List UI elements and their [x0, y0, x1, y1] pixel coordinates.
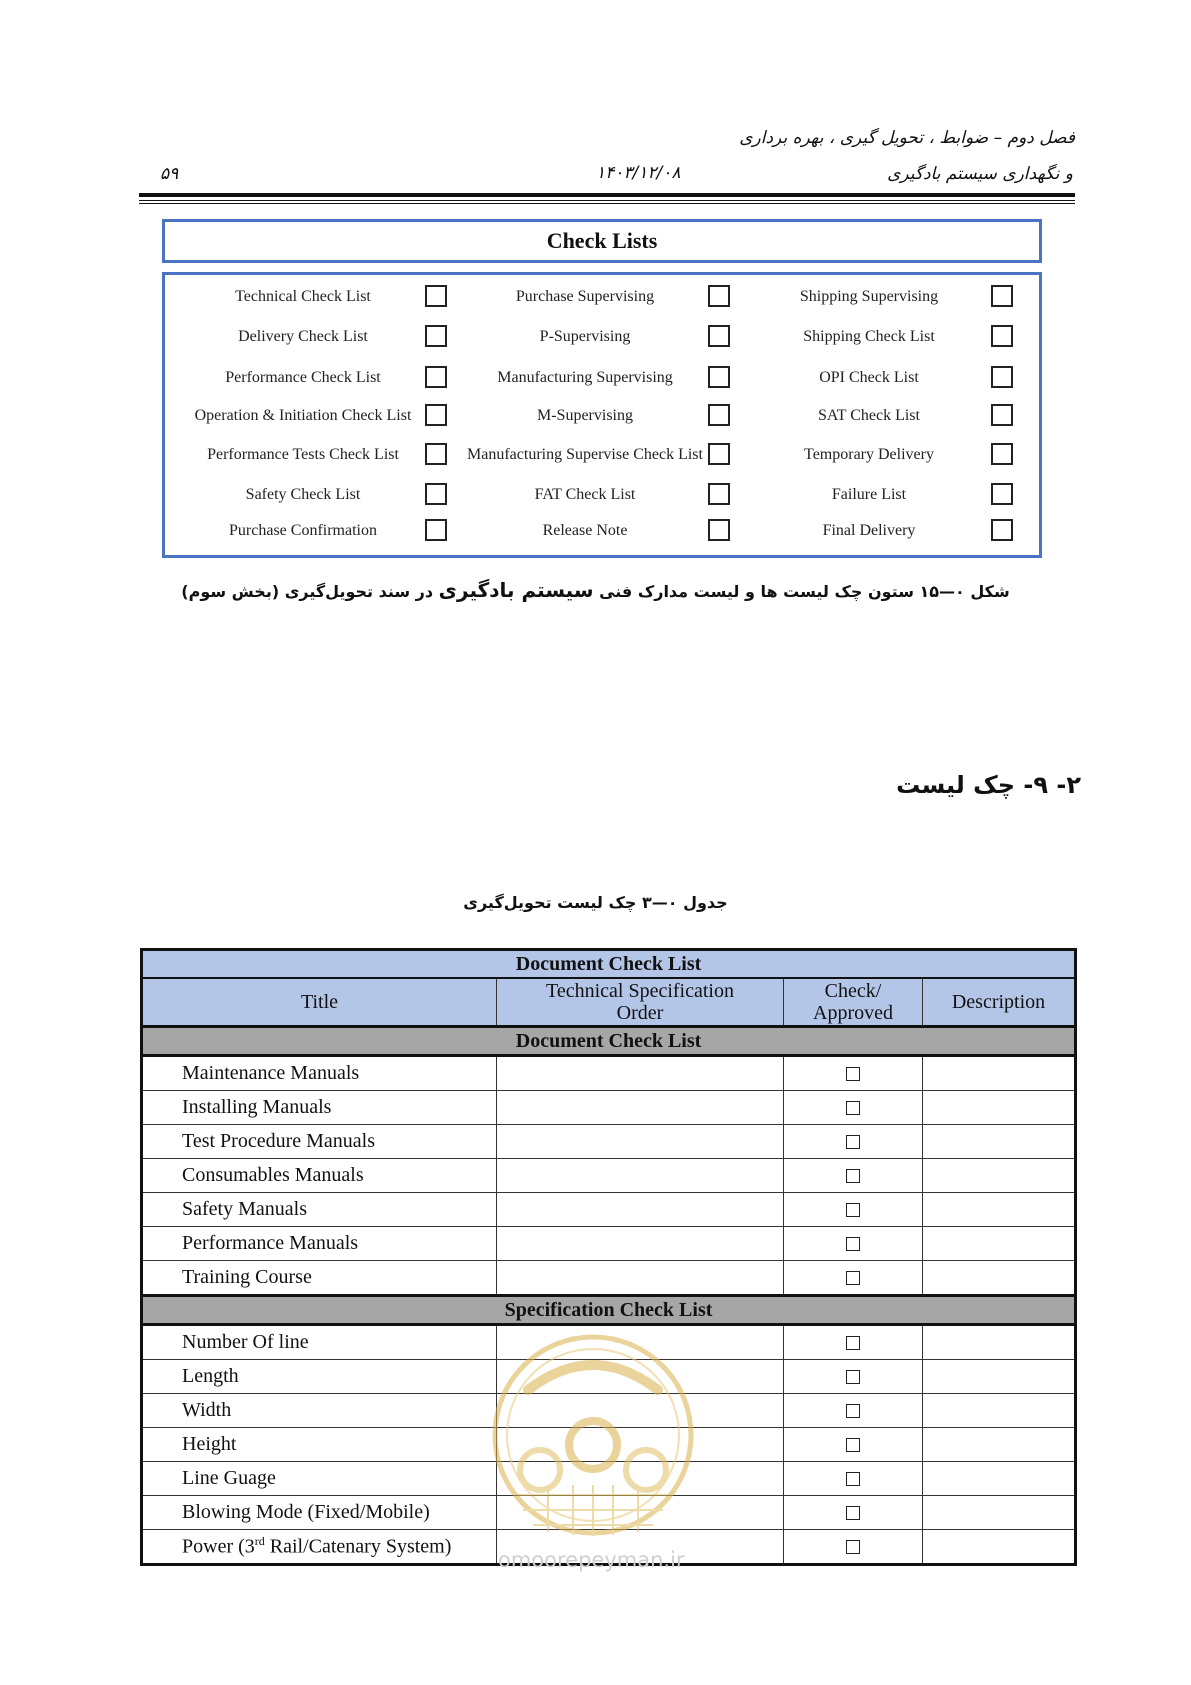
check-lists-title-box — [162, 219, 1042, 263]
row-check-cell — [784, 1056, 923, 1091]
watermark-logo — [488, 1320, 698, 1550]
check-list-checkbox[interactable] — [708, 325, 730, 347]
check-list-checkbox[interactable] — [708, 483, 730, 505]
row-checkbox[interactable] — [846, 1169, 860, 1183]
row-description-cell[interactable] — [923, 1360, 1076, 1394]
row-description-cell[interactable] — [923, 1325, 1076, 1360]
row-tech-spec-cell[interactable] — [497, 1261, 784, 1296]
check-list-label: Purchase Supervising — [515, 288, 655, 305]
row-checkbox[interactable] — [846, 1203, 860, 1217]
table-caption: جدول ۰—۳ چک لیست تحویل‌گیری — [463, 893, 728, 912]
row-checkbox[interactable] — [846, 1101, 860, 1115]
row-title: Safety Manuals — [142, 1193, 497, 1227]
row-checkbox[interactable] — [846, 1404, 860, 1418]
row-title: Test Procedure Manuals — [142, 1125, 497, 1159]
check-list-checkbox[interactable] — [708, 443, 730, 465]
check-list-checkbox[interactable] — [425, 483, 447, 505]
row-title: Maintenance Manuals — [142, 1056, 497, 1091]
row-check-cell — [784, 1496, 923, 1530]
power-label-superscript: rd — [254, 1534, 265, 1549]
row-checkbox[interactable] — [846, 1135, 860, 1149]
section-heading: ۲- ۹- چک لیست — [896, 771, 1081, 799]
check-list-label: Failure List — [831, 486, 907, 503]
check-list-label: M-Supervising — [537, 407, 633, 424]
row-title: Height — [142, 1428, 497, 1462]
row-check-cell — [784, 1091, 923, 1125]
table-row — [142, 1056, 1076, 1091]
header-rule-thin — [139, 200, 1075, 201]
row-title: Length — [142, 1360, 497, 1394]
row-check-cell — [784, 1125, 923, 1159]
check-list-checkbox[interactable] — [425, 443, 447, 465]
table-section-row — [142, 1027, 1076, 1056]
header-date: ۱۴۰۳/۱۲/۰۸ — [596, 163, 681, 183]
table-row — [142, 1159, 1076, 1193]
check-list-label: Manufacturing Supervising — [497, 369, 673, 386]
table-section-title: Specification Check List — [142, 1296, 1076, 1325]
row-description-cell[interactable] — [923, 1428, 1076, 1462]
check-list-label: Purchase Confirmation — [229, 522, 377, 539]
check-lists-grid — [162, 272, 1042, 558]
figure-caption-part: در سند تحویل‌گیری (بخش سوم) — [181, 582, 439, 601]
row-check-cell — [784, 1530, 923, 1565]
check-list-label: Shipping Check List — [803, 328, 935, 345]
column-header-title: Title — [142, 978, 497, 1027]
row-description-cell[interactable] — [923, 1394, 1076, 1428]
row-checkbox[interactable] — [846, 1237, 860, 1251]
check-list-label: Performance Tests Check List — [207, 446, 399, 463]
check-list-checkbox[interactable] — [708, 519, 730, 541]
check-list-label: FAT Check List — [534, 486, 636, 503]
column-header-tech-spec-line2: Order — [616, 1002, 664, 1024]
check-list-label: Manufacturing Supervise Check List — [467, 446, 703, 463]
watermark-url: omoorepeyman.ir — [498, 1548, 685, 1572]
row-title: Number Of line — [142, 1325, 497, 1360]
check-list-checkbox[interactable] — [708, 404, 730, 426]
table-row — [142, 1261, 1076, 1296]
row-title — [142, 1530, 497, 1565]
column-header-tech-spec-line1: Technical Specification — [546, 980, 734, 1002]
header-rule — [139, 193, 1075, 197]
row-title: Width — [142, 1394, 497, 1428]
check-list-label: SAT Check List — [818, 407, 920, 424]
row-checkbox[interactable] — [846, 1271, 860, 1285]
figure-caption — [0, 578, 1191, 602]
header-rule-thin — [139, 203, 1075, 204]
check-list-label: Technical Check List — [235, 288, 371, 305]
check-list-label: P-Supervising — [539, 328, 631, 345]
page-number: ۵۹ — [160, 164, 179, 184]
check-list-checkbox[interactable] — [425, 519, 447, 541]
row-title: Performance Manuals — [142, 1227, 497, 1261]
row-description-cell[interactable] — [923, 1193, 1076, 1227]
row-checkbox[interactable] — [846, 1540, 860, 1554]
check-list-checkbox[interactable] — [991, 285, 1013, 307]
row-check-cell — [784, 1360, 923, 1394]
row-title: Consumables Manuals — [142, 1159, 497, 1193]
check-list-label: Temporary Delivery — [804, 446, 934, 463]
check-list-checkbox[interactable] — [991, 325, 1013, 347]
row-check-cell — [784, 1428, 923, 1462]
check-list-checkbox[interactable] — [991, 519, 1013, 541]
figure-caption-part: شکل ۰—۱۵ ستون چک لیست ها و لیست مدارک فنی — [593, 582, 1010, 601]
row-title: Training Course — [142, 1261, 497, 1296]
row-description-cell[interactable] — [923, 1462, 1076, 1496]
row-check-cell — [784, 1325, 923, 1360]
row-tech-spec-cell[interactable] — [497, 1056, 784, 1091]
check-list-checkbox[interactable] — [708, 366, 730, 388]
check-lists-title: Check Lists — [546, 228, 658, 253]
row-tech-spec-cell[interactable] — [497, 1091, 784, 1125]
row-check-cell — [784, 1261, 923, 1296]
row-title: Installing Manuals — [142, 1091, 497, 1125]
check-list-label: Final Delivery — [822, 522, 916, 539]
check-list-label: Shipping Supervising — [799, 288, 939, 305]
table-banner: Document Check List — [142, 950, 1076, 979]
row-check-cell — [784, 1394, 923, 1428]
row-title: Line Guage — [142, 1462, 497, 1496]
check-list-checkbox[interactable] — [425, 285, 447, 307]
check-list-checkbox[interactable] — [708, 285, 730, 307]
check-list-checkbox[interactable] — [425, 404, 447, 426]
row-checkbox[interactable] — [846, 1336, 860, 1350]
row-checkbox[interactable] — [846, 1370, 860, 1384]
row-description-cell[interactable] — [923, 1159, 1076, 1193]
row-checkbox[interactable] — [846, 1067, 860, 1081]
row-description-cell[interactable] — [923, 1496, 1076, 1530]
check-list-checkbox[interactable] — [991, 443, 1013, 465]
row-checkbox[interactable] — [846, 1506, 860, 1520]
table-row — [142, 1125, 1076, 1159]
table-section-title: Document Check List — [142, 1027, 1076, 1056]
check-list-label: Performance Check List — [225, 369, 381, 386]
table-row — [142, 1193, 1076, 1227]
row-tech-spec-cell[interactable] — [497, 1125, 784, 1159]
check-list-label: OPI Check List — [819, 369, 919, 386]
row-description-cell[interactable] — [923, 1261, 1076, 1296]
check-list-checkbox[interactable] — [991, 404, 1013, 426]
power-label-suffix: Rail/Catenary System) — [264, 1535, 452, 1558]
check-list-label: Release Note — [542, 522, 628, 539]
header-chapter-subtitle: و نگهداری سیستم بادگیری — [887, 164, 1073, 184]
row-check-cell — [784, 1159, 923, 1193]
column-header-check-line2: Approved — [813, 1002, 893, 1024]
check-list-checkbox[interactable] — [425, 366, 447, 388]
row-tech-spec-cell[interactable] — [497, 1227, 784, 1261]
row-check-cell — [784, 1462, 923, 1496]
column-header-description: Description — [923, 978, 1076, 1027]
table-header-row — [142, 978, 1076, 1027]
row-description-cell[interactable] — [923, 1091, 1076, 1125]
table-row — [142, 1091, 1076, 1125]
table-banner-row — [142, 950, 1076, 979]
row-check-cell — [784, 1227, 923, 1261]
check-list-checkbox[interactable] — [425, 325, 447, 347]
row-tech-spec-cell[interactable] — [497, 1159, 784, 1193]
power-label-prefix: Power (3 — [182, 1535, 255, 1558]
check-list-label: Operation & Initiation Check List — [194, 407, 412, 424]
row-description-cell[interactable] — [923, 1125, 1076, 1159]
row-check-cell — [784, 1193, 923, 1227]
check-list-checkbox[interactable] — [991, 483, 1013, 505]
row-description-cell[interactable] — [923, 1227, 1076, 1261]
check-list-label: Delivery Check List — [238, 328, 368, 345]
table-row — [142, 1227, 1076, 1261]
row-title: Blowing Mode (Fixed/Mobile) — [142, 1496, 497, 1530]
row-checkbox[interactable] — [846, 1472, 860, 1486]
figure-caption-emphasis: سیستم بادگیری — [438, 578, 594, 602]
column-header-check — [784, 978, 923, 1027]
column-header-tech-spec — [497, 978, 784, 1027]
header-chapter-title: فصل دوم – ضوابط ، تحویل گیری ، بهره برداری — [739, 128, 1075, 148]
row-checkbox[interactable] — [846, 1438, 860, 1452]
check-list-checkbox[interactable] — [991, 366, 1013, 388]
row-tech-spec-cell[interactable] — [497, 1193, 784, 1227]
check-list-label: Safety Check List — [245, 486, 361, 503]
row-description-cell[interactable] — [923, 1530, 1076, 1565]
column-header-check-line1: Check/ — [824, 980, 882, 1002]
row-description-cell[interactable] — [923, 1056, 1076, 1091]
